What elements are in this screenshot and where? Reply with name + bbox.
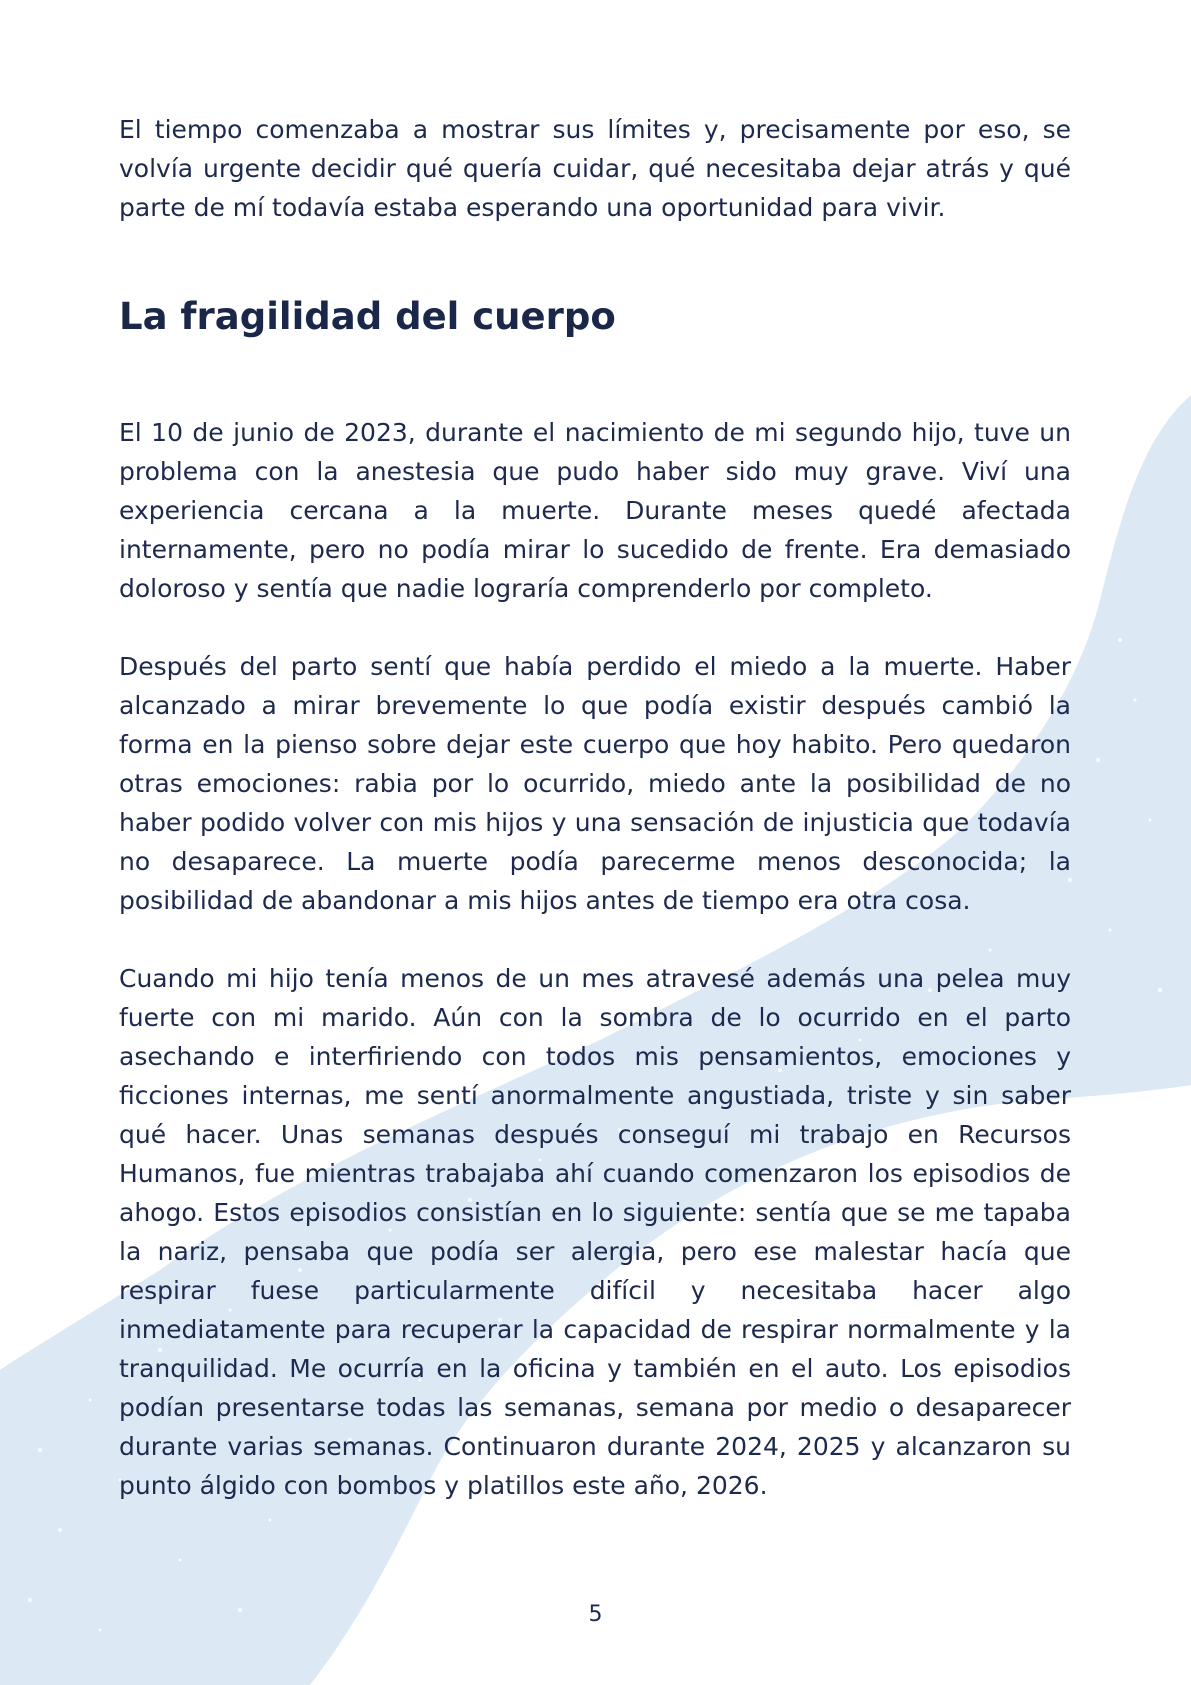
section-body [119, 413, 1071, 1505]
page-content [119, 110, 1071, 1505]
intro-paragraph: El tiempo comenzaba a mostrar sus límites y, precisamente por eso, se volvía urgente decidir qué quería cuidar, qué necesitaba dejar atrás y qué parte de mí todavía estaba esperando una oportunidad para vivir. [119, 115, 1071, 222]
page-number: 5 [588, 1602, 603, 1627]
body-paragraph-1: El 10 de junio de 2023, durante el nacimiento de mi segundo hijo, tuve un problema con la anestesia que pudo haber sido muy grave. Viví una experiencia cercana a la muerte. Durante meses quedé afectada internamente, pero no podía mirar lo sucedido de frente. Era demasiado doloroso y sentía que nadie lograría comprenderlo por completo. [119, 418, 1071, 603]
body-paragraph-3: Cuando mi hijo tenía menos de un mes atravesé además una pelea muy fuerte con mi marido. Aún con la sombra de lo ocurrido en el parto asechando e interfiriendo con todos mis pensamientos, emociones y ficciones internas, me sentí anormalmente angustiada, triste y sin saber qué hacer. Unas semanas después conseguí mi trabajo en Recursos Humanos, fue mientras trabajaba ahí cuando comenzaron los episodios de ahogo. Estos episodios consistían en lo siguiente: sentía que se me tapaba la nariz, pensaba que podía ser alergia, pero ese malestar hacía que respirar fuese particularmente difícil y necesitaba hacer algo inmediatamente para recuperar la capacidad de respirar normalmente y la tranquilidad. Me ocurría en la oficina y también en el auto. Los episodios podían presentarse todas las semanas, semana por medio o desaparecer durante varias semanas. Continuaron durante 2024, 2025 y alcanzaron su punto álgido con bombos y platillos este año, 2026. [119, 964, 1071, 1500]
body-paragraph-2: Después del parto sentí que había perdido el miedo a la muerte. Haber alcanzado a mirar brevemente lo que podía existir después cambió la forma en la pienso sobre dejar este cuerpo que hoy habito. Pero quedaron otras emociones: rabia por lo ocurrido, miedo ante la posibilidad de no haber podido volver con mis hijos y una sensación de injusticia que todavía no desaparece. La muerte podía parecerme menos desconocida; la posibilidad de abandonar a mis hijos antes de tiempo era otra cosa. [119, 652, 1071, 915]
section-heading: La fragilidad del cuerpo [119, 295, 616, 338]
